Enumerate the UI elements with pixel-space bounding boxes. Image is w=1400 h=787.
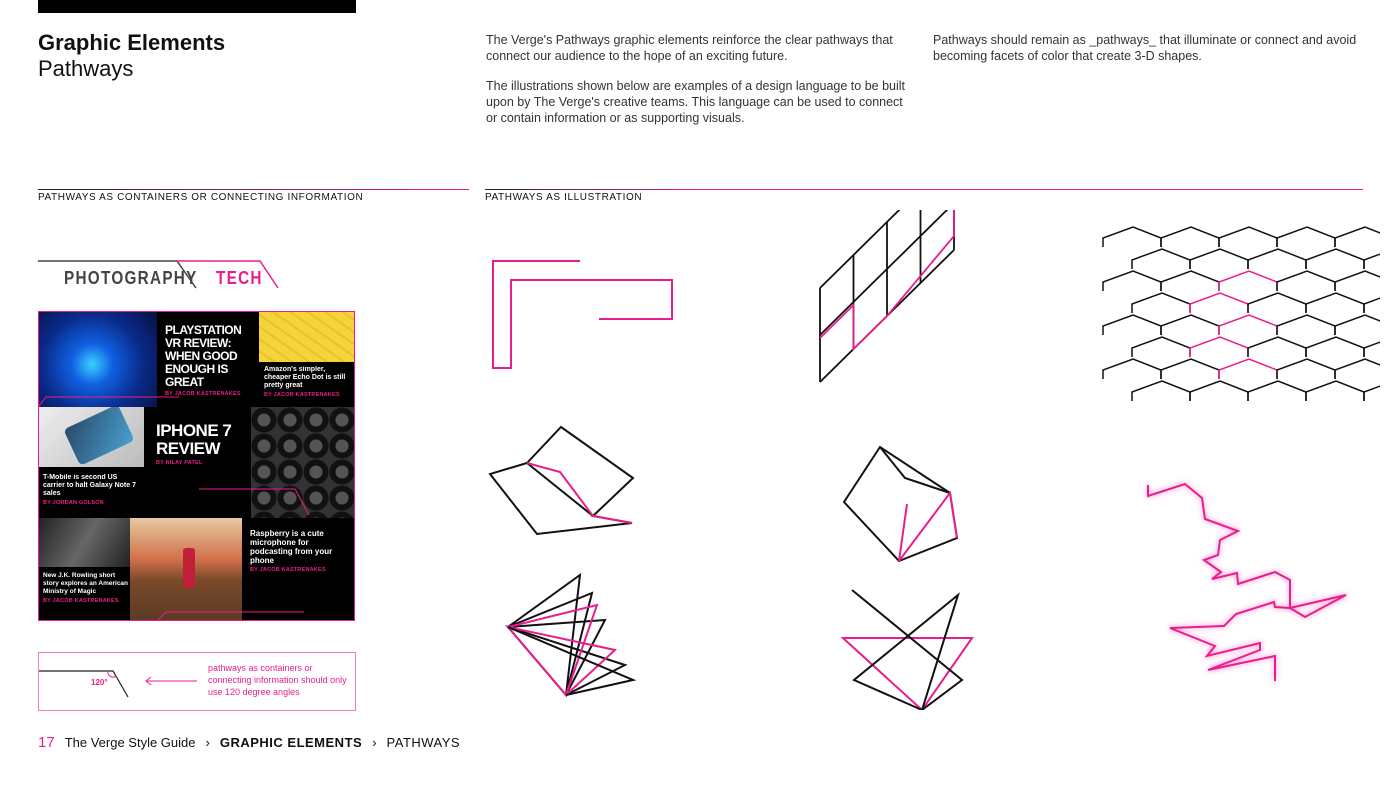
tab-tech[interactable]: TECH [216, 268, 263, 288]
article-title: IPHONE 7 REVIEW [156, 422, 232, 458]
iso-block [1248, 337, 1306, 357]
intro-paragraph-3: Pathways should remain as _pathways_ that illuminate or connect and avoid becoming facets of color that create 3-D shapes. [933, 33, 1357, 63]
iso-block [1364, 293, 1380, 313]
intro-paragraph-1: The Verge's Pathways graphic elements reinforce the clear pathways that connect our audience to the hope of an exciting future. [486, 33, 893, 63]
footer-breadcrumb [38, 734, 460, 751]
iso-block [1364, 381, 1380, 401]
iso-block [1248, 249, 1306, 269]
iso-block [1190, 381, 1248, 401]
page-subtitle: Pathways [38, 56, 134, 81]
iso-block [1190, 249, 1248, 269]
article-title: T-Mobile is second US carrier to halt Galaxy Note 7 sales [43, 474, 136, 497]
article-byline: BY JACOB KASTRENAKES [165, 391, 241, 397]
intro-column-2 [933, 32, 1363, 64]
iso-block [1219, 315, 1277, 335]
illustration-isometric-blocks [1103, 227, 1380, 401]
iso-block [1219, 271, 1277, 291]
iso-block [1161, 359, 1219, 379]
illustration-folded-plane [490, 427, 633, 534]
angle-note [38, 652, 356, 711]
iso-block [1161, 315, 1219, 335]
iso-block [1219, 227, 1277, 247]
iso-block [1103, 359, 1161, 379]
iso-block [1277, 315, 1335, 335]
iso-block [1161, 271, 1219, 291]
iso-block [1132, 249, 1190, 269]
iso-block [1335, 271, 1380, 291]
breadcrumb-guide[interactable]: The Verge Style Guide [64, 735, 196, 750]
iso-block [1103, 315, 1161, 335]
iso-block [1306, 337, 1364, 357]
note-text: pathways as containers or connecting information should only use 120 degree angles [208, 663, 347, 697]
page-title: Graphic Elements [38, 30, 226, 55]
article-byline: BY JACOB KASTRENAKES [250, 567, 326, 573]
article-byline: BY JORDAN GOLSON [43, 500, 104, 506]
iso-block [1132, 293, 1190, 313]
page-number: 17 [38, 734, 55, 751]
tab-photography[interactable]: PHOTOGRAPHY [64, 268, 198, 288]
iso-block [1364, 249, 1380, 269]
section-label-illustration: PATHWAYS AS ILLUSTRATION [485, 192, 643, 203]
mosaic-pathways [39, 312, 355, 621]
chevron-right-icon: › [205, 735, 210, 750]
iso-block [1277, 359, 1335, 379]
iso-block [1335, 359, 1380, 379]
section-rule-right [485, 189, 1363, 190]
article-byline: BY NILAY PATEL [156, 460, 203, 466]
iso-block [1277, 271, 1335, 291]
illustration-cube [844, 447, 957, 561]
illustration-skewed-grid [820, 210, 954, 382]
article-mosaic [38, 311, 355, 621]
iso-block [1103, 227, 1161, 247]
chevron-right-icon: › [372, 735, 377, 750]
iso-block [1161, 227, 1219, 247]
article-title: New J.K. Rowling short story explores an American Ministry of Magic [43, 572, 129, 595]
top-bar [38, 0, 356, 13]
iso-block [1248, 381, 1306, 401]
iso-block [1132, 337, 1190, 357]
iso-block [1190, 293, 1248, 313]
article-byline: BY JACOB KASTRENAKES [264, 392, 340, 398]
article-title: Raspberry is a cute microphone for podcasting from your phone [250, 529, 333, 565]
illustration-fan [508, 575, 633, 695]
illustration-crossed-triangles [843, 590, 972, 710]
illustration-corner-path [493, 261, 672, 368]
intro-paragraph-2: The illustrations shown below are examples of a design language to be built upon by The Verge's creative teams. This language can be used to connect or contain information or as supporting visuals. [486, 79, 906, 125]
illustration-glow-path [1148, 484, 1346, 681]
iso-block [1277, 227, 1335, 247]
breadcrumb-section[interactable]: GRAPHIC ELEMENTS [219, 735, 363, 750]
section-label-containers: PATHWAYS AS CONTAINERS OR CONNECTING INFORMATION [38, 192, 364, 203]
iso-block [1248, 293, 1306, 313]
iso-block [1132, 381, 1190, 401]
iso-block [1190, 337, 1248, 357]
angle-diagram [39, 653, 199, 710]
iso-block [1335, 227, 1380, 247]
iso-block [1219, 359, 1277, 379]
iso-block [1306, 293, 1364, 313]
breadcrumb-page: PATHWAYS [386, 735, 461, 750]
article-title: PLAYSTATION VR REVIEW: WHEN GOOD ENOUGH IS GREAT [165, 324, 242, 389]
intro-column [486, 32, 916, 126]
iso-block [1306, 249, 1364, 269]
iso-block [1335, 315, 1380, 335]
section-rule-left [38, 189, 469, 190]
angle-label: 120° [91, 678, 108, 687]
iso-block [1364, 337, 1380, 357]
illustrations [480, 210, 1380, 710]
article-title: Amazon's simpler, cheaper Echo Dot is still pretty great [264, 366, 346, 389]
article-byline: BY JACOB KASTRENAKES [43, 598, 119, 604]
iso-block [1103, 271, 1161, 291]
iso-block [1306, 381, 1364, 401]
